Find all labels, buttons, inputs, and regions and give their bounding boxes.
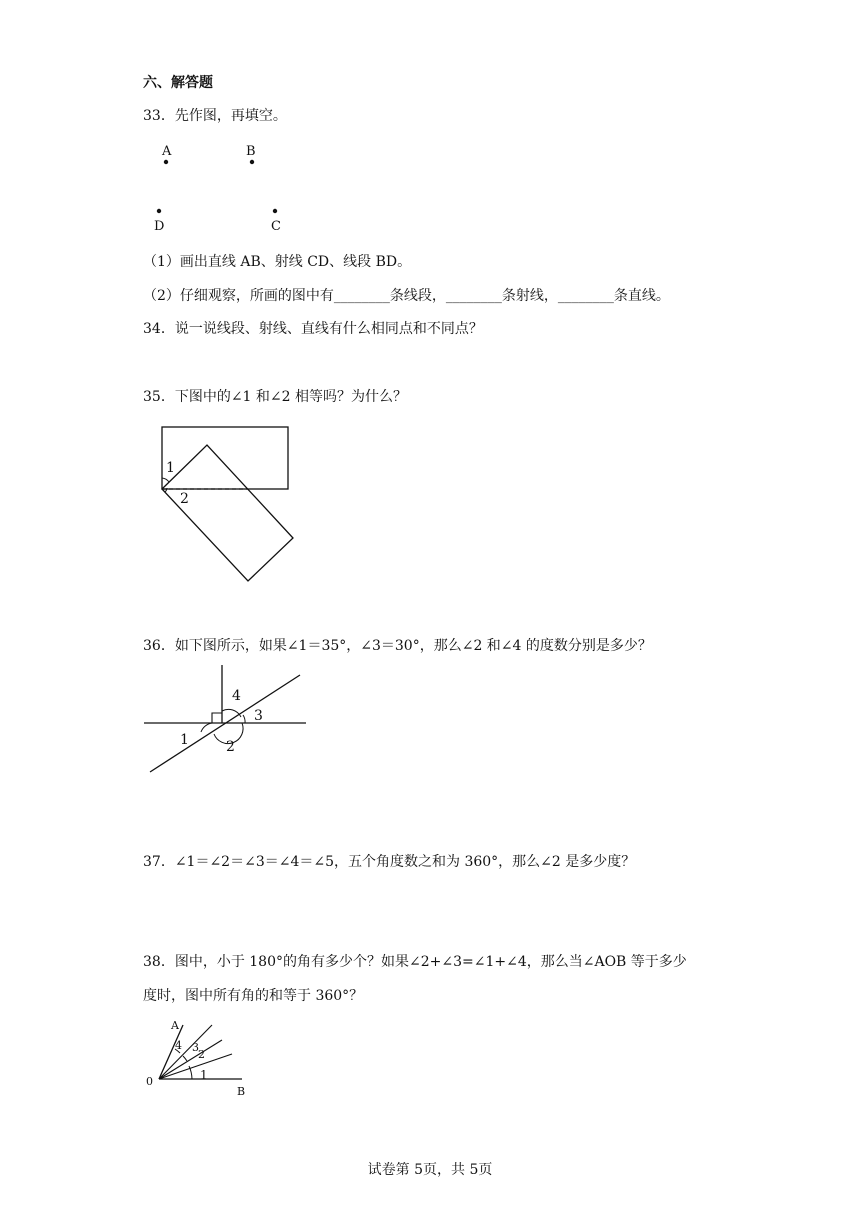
angle-1-label: 1: [180, 732, 189, 748]
angle-1-arc: [201, 723, 212, 732]
question-34-stem: 34．说一说线段、射线、直线有什么相同点和不同点？: [143, 321, 483, 337]
question-33-part-1: （1）画出直线 AB、射线 CD、线段 BD。: [143, 254, 412, 270]
question-33-stem: 33．先作图，再填空。: [143, 108, 287, 124]
question-38-stem-line-2: 度时，图中所有角的和等于 360°？: [143, 988, 364, 1004]
point-a: [164, 160, 168, 164]
angle-3-arc: [243, 715, 245, 723]
horizontal-rectangle: [162, 427, 288, 489]
angle-1-label: 1: [166, 460, 175, 476]
point-label-c: C: [271, 219, 281, 234]
point-label-a: A: [162, 144, 172, 159]
angle-4-label: 4: [232, 688, 241, 704]
ray-1: [159, 1054, 232, 1079]
angle-4-label: 4: [175, 1039, 182, 1052]
angle-4-arc: [222, 709, 241, 717]
angle-2-arc: [183, 1056, 187, 1061]
angle-3-label: 3: [254, 708, 263, 724]
question-35-stem: 35．下图中的∠1 和∠2 相等吗？为什么？: [143, 389, 407, 405]
question-38-stem-line-1: 38．图中，小于 180°的角有多少个？如果∠2+∠3=∠1+∠4，那么当∠AOB 等于多少: [143, 954, 687, 970]
ray-2: [159, 1040, 222, 1079]
angle-2-label: 2: [226, 739, 235, 755]
angle-2-label: 2: [198, 1048, 205, 1061]
point-label-a: A: [171, 1019, 179, 1032]
question-37-stem: 37．∠1＝∠2＝∠3＝∠4＝∠5，五个角度数之和为 360°，那么∠2 是多少度？: [143, 854, 636, 870]
question-33-part-2: （2）仔细观察，所画的图中有________条线段，________条射线，________条直线。: [143, 288, 670, 304]
question-36-stem: 36．如下图所示，如果∠1＝35°，∠3＝30°，那么∠2 和∠4 的度数分别是多少？: [143, 638, 652, 654]
q36-lines-figure: [142, 663, 312, 778]
q38-angles-figure: [142, 1014, 262, 1104]
page-footer: 试卷第 5页，共 5页: [367, 1162, 493, 1178]
point-label-o: 0: [146, 1075, 153, 1088]
q35-rectangles-figure: [150, 420, 310, 590]
angle-3-label: 3: [192, 1041, 199, 1054]
angle-1-label: 1: [200, 1068, 208, 1082]
q33-points-figure: [140, 138, 340, 238]
angle-2-label: 2: [180, 491, 189, 507]
point-b: [250, 160, 254, 164]
point-c: [273, 209, 277, 213]
point-label-b: B: [246, 144, 256, 159]
tilted-rectangle: [162, 445, 293, 581]
right-angle-mark: [212, 713, 222, 723]
section-title: 六、解答题: [143, 75, 213, 91]
point-label-b: B: [237, 1085, 246, 1098]
point-label-d: D: [154, 219, 165, 234]
angle-1-arc: [162, 478, 169, 482]
point-d: [157, 209, 161, 213]
